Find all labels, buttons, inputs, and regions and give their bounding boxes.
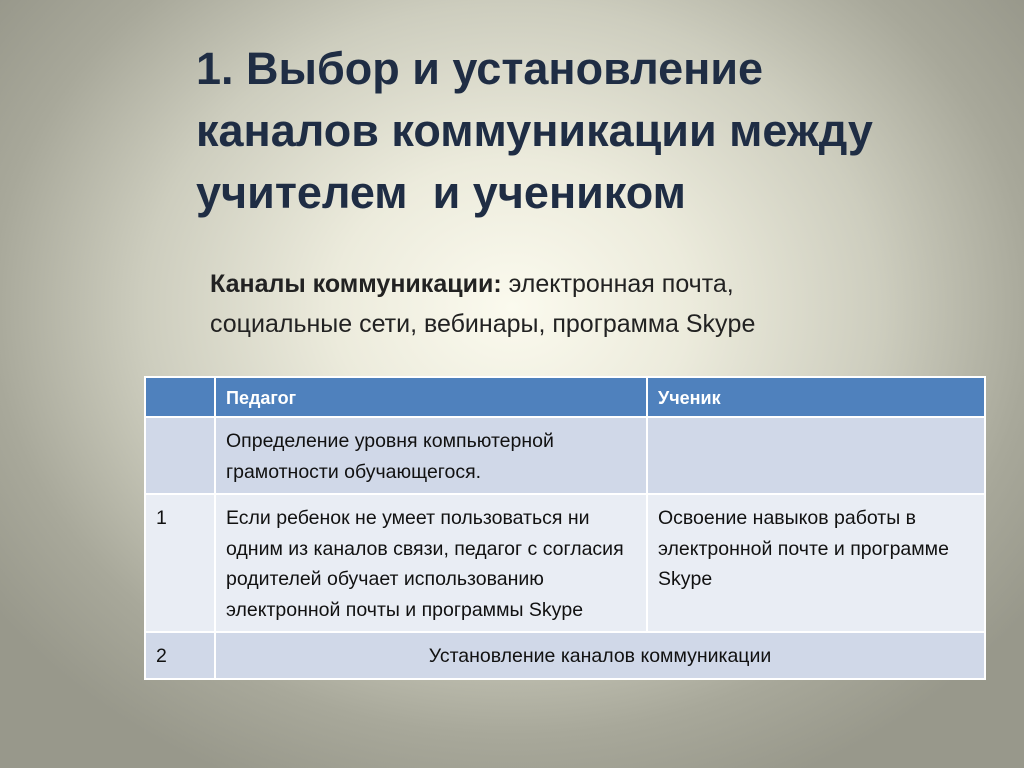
header-num	[145, 377, 215, 417]
title-line-3: учителем и учеником	[196, 167, 686, 218]
teacher-cell: Если ребенок не умеет пользоваться ни одним из каналов связи, педагог с согласия родителей обучает использованию электронной почты и программы Skype	[215, 494, 647, 632]
communication-table	[144, 376, 986, 680]
channels-text-1: электронная почта,	[501, 270, 734, 298]
channels-text-2: социальные сети, вебинары, программа Skype	[210, 310, 756, 338]
table-row	[145, 494, 985, 632]
table-row	[145, 632, 985, 679]
channels-label: Каналы коммуникации:	[210, 270, 502, 298]
student-cell	[647, 417, 985, 494]
channels-subtitle	[210, 264, 990, 344]
row-number	[145, 417, 215, 494]
title-line-2: каналов коммуникации между	[196, 105, 873, 156]
student-cell: Освоение навыков работы в электронной почте и программе Skype	[647, 494, 985, 632]
row-number: 1	[145, 494, 215, 632]
table-row	[145, 417, 985, 494]
merged-cell: Установление каналов коммуникации	[215, 632, 985, 679]
title-line-1: 1. Выбор и установление	[196, 43, 764, 94]
header-student: Ученик	[647, 377, 985, 417]
table-header-row	[145, 377, 985, 417]
slide-title	[196, 38, 996, 224]
row-number: 2	[145, 632, 215, 679]
teacher-cell: Определение уровня компьютерной грамотности обучающегося.	[215, 417, 647, 494]
header-teacher: Педагог	[215, 377, 647, 417]
